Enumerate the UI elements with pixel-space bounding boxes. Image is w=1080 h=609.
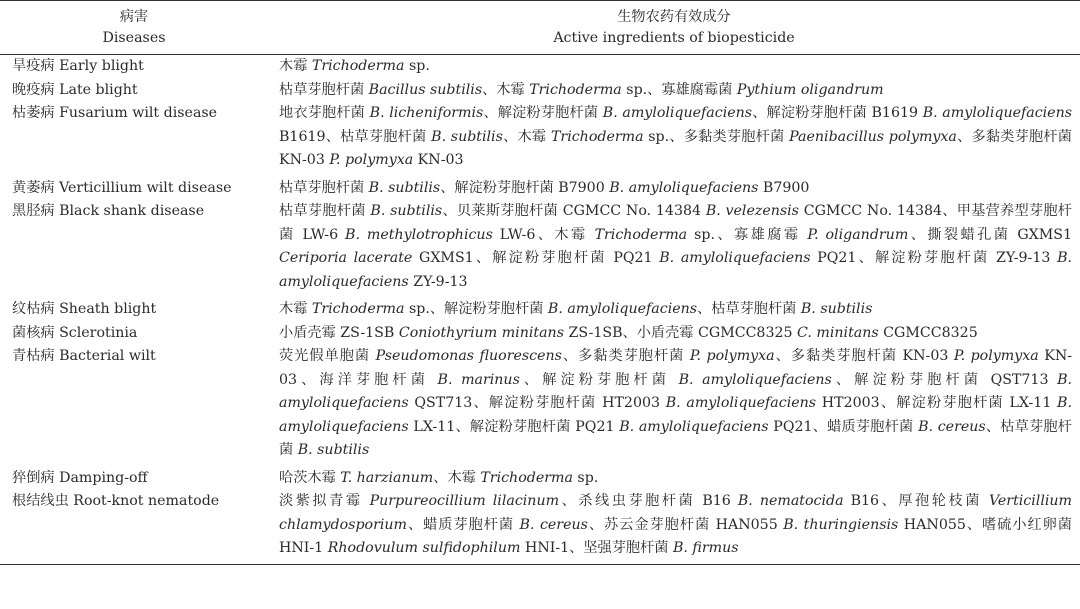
species-name: B. amyloliquefaciens bbox=[602, 105, 753, 121]
ingredient-text: LW-6、木霉 bbox=[492, 226, 595, 243]
species-name: P. polymyxa bbox=[329, 152, 414, 168]
species-name: P. polymyxa bbox=[689, 348, 775, 364]
species-name: B. cereus bbox=[918, 418, 986, 435]
ingredient-text: 荧光假单胞菌 bbox=[279, 348, 376, 364]
species-name: B. amyloliquefaciens bbox=[619, 418, 769, 435]
ingredient-text: HAN055、嗜硫小红卵菌 HNI-1 bbox=[279, 516, 1072, 556]
ingredient-text: KN-03 bbox=[413, 152, 464, 168]
ingredient-text: B1619、枯草芽胞杆菌 bbox=[279, 128, 432, 145]
ingredient-text: PQ21、蜡质芽胞杆菌 bbox=[768, 418, 919, 435]
disease-cell: 晚疫病 Late blight bbox=[12, 81, 138, 98]
species-name: B. cereus bbox=[519, 516, 588, 533]
ingredient-text: 枯草芽胞杆菌 bbox=[279, 81, 369, 98]
header-diseases-en: Diseases bbox=[102, 30, 166, 46]
ingredient-text: 、解淀粉芽胞杆菌 bbox=[519, 371, 679, 388]
species-name: B. amyloliquefaciens bbox=[665, 395, 817, 411]
species-name: P. polymyxa bbox=[953, 348, 1039, 364]
ingredients-cell bbox=[268, 463, 1080, 491]
ingredient-text: sp.、解淀粉芽胞杆菌 bbox=[404, 301, 548, 317]
table-row bbox=[0, 200, 1080, 294]
header-ingredients-zh: 生物农药有效成分 bbox=[617, 9, 731, 25]
species-name: Verticillium chlamydosporium bbox=[279, 493, 1072, 533]
ingredients-cell bbox=[268, 55, 1080, 79]
table-row bbox=[0, 345, 1080, 463]
table-row bbox=[0, 490, 1080, 564]
disease-cell: 青枯病 Bacterial wilt bbox=[12, 348, 156, 364]
ingredient-text: CGMCC No. 14384、甲基营养型芽胞杆菌 LW-6 bbox=[279, 203, 1072, 243]
species-name: Trichoderma bbox=[550, 128, 644, 145]
ingredient-text: sp.、多黏类芽胞杆菌 bbox=[643, 128, 790, 145]
ingredient-text: HT2003、解淀粉芽胞杆菌 LX-11 bbox=[816, 395, 1058, 411]
species-name: Trichoderma bbox=[480, 469, 573, 486]
ingredient-text: sp.、寡雄腐霉菌 bbox=[621, 81, 737, 98]
ingredient-text: B7900 bbox=[758, 179, 810, 196]
ingredient-text: GXMS1、解淀粉芽胞杆菌 PQ21 bbox=[412, 250, 660, 266]
ingredient-text: 木霉 bbox=[279, 301, 312, 317]
species-name: B. nematocida bbox=[737, 493, 844, 509]
species-name: Pythium oligandrum bbox=[736, 81, 884, 98]
ingredient-text: 、多黏类芽胞杆菌 KN-03 bbox=[279, 128, 1072, 168]
ingredient-text: ZY-9-13 bbox=[408, 273, 468, 290]
table-header bbox=[0, 1, 1080, 55]
ingredient-text: 哈茨木霉 bbox=[279, 469, 341, 486]
disease-cell: 黄萎病 Verticillium wilt disease bbox=[12, 179, 232, 196]
species-name: B. subtilis bbox=[800, 301, 873, 317]
ingredient-text: 地衣芽胞杆菌 bbox=[279, 105, 370, 121]
species-name: P. oligandrum bbox=[807, 226, 909, 243]
ingredient-text: 、木霉 bbox=[433, 469, 481, 486]
species-name: B. amyloliquefaciens bbox=[922, 105, 1072, 121]
ingredient-text: 、苏云金芽胞杆菌 HAN055 bbox=[587, 516, 784, 533]
ingredient-text: LX-11、解淀粉芽胞杆菌 PQ21 bbox=[408, 418, 620, 435]
header-diseases bbox=[0, 1, 268, 55]
species-name: B. thuringiensis bbox=[783, 516, 899, 533]
ingredient-text: sp.、寡雄腐霉 bbox=[687, 226, 808, 243]
ingredient-text: 、木霉 bbox=[482, 81, 530, 98]
ingredient-text: 木霉 bbox=[279, 58, 312, 74]
species-name: B. amyloliquefaciens bbox=[279, 250, 1073, 290]
ingredient-text: 、多黏类芽胞杆菌 bbox=[561, 348, 690, 364]
table-body bbox=[0, 55, 1080, 565]
ingredient-text: 枯草芽胞杆菌 bbox=[279, 203, 371, 219]
table-row bbox=[0, 173, 1080, 201]
ingredient-text: 、贝莱斯芽胞杆菌 CGMCC No. 14384 bbox=[442, 203, 706, 219]
table-row bbox=[0, 294, 1080, 322]
ingredient-text: 、杀线虫芽胞杆菌 B16 bbox=[559, 493, 738, 509]
species-name: B. amyloliquefaciens bbox=[609, 179, 759, 196]
species-name: Trichoderma bbox=[594, 226, 688, 243]
species-name: Purpureocillium lilacinum bbox=[369, 493, 560, 509]
ingredients-cell bbox=[268, 200, 1080, 294]
ingredient-text: 、蜡质芽胞杆菌 bbox=[407, 516, 520, 533]
table-row bbox=[0, 102, 1080, 173]
species-name: Ceriporia lacerate bbox=[279, 250, 413, 266]
disease-cell: 枯萎病 Fusarium wilt disease bbox=[12, 105, 218, 121]
ingredient-text: 、解淀粉芽胞杆菌 bbox=[483, 105, 603, 121]
ingredients-cell bbox=[268, 173, 1080, 201]
species-name: Paenibacillus polymyxa bbox=[789, 128, 957, 145]
species-name: Rhodovulum sulfidophilum bbox=[327, 540, 521, 556]
disease-cell: 根结线虫 Root-knot nematode bbox=[0, 490, 268, 564]
ingredients-cell bbox=[268, 294, 1080, 322]
ingredients-cell bbox=[268, 79, 1080, 103]
ingredients-cell bbox=[268, 345, 1080, 463]
ingredient-text: sp. bbox=[572, 469, 599, 486]
species-name: Coniothyrium minitans bbox=[398, 324, 564, 341]
species-name: B. amyloliquefaciens bbox=[279, 395, 1072, 435]
header-active-ingredients bbox=[268, 1, 1080, 55]
species-name: B. licheniformis bbox=[369, 105, 484, 121]
ingredient-text: 枯草芽胞杆菌 bbox=[279, 179, 369, 196]
disease-cell: 猝倒病 Damping-off bbox=[12, 469, 148, 486]
ingredient-text: B16、厚孢轮枝菌 bbox=[843, 493, 989, 509]
ingredient-text: 、枯草芽胞杆菌 bbox=[279, 418, 1072, 458]
ingredient-text: CGMCC8325 bbox=[878, 324, 978, 341]
species-name: B. marinus bbox=[437, 371, 520, 388]
ingredient-text: 、枯草芽胞杆菌 bbox=[697, 301, 801, 317]
table-row bbox=[0, 79, 1080, 103]
ingredient-text: 、解淀粉芽胞杆菌 B1619 bbox=[752, 105, 923, 121]
species-name: B. methylotrophicus bbox=[345, 226, 493, 243]
disease-cell: 纹枯病 Sheath blight bbox=[12, 301, 157, 317]
species-name: B. subtilis bbox=[370, 203, 443, 219]
ingredient-text: QST713、解淀粉芽胞杆菌 HT2003 bbox=[408, 395, 666, 411]
species-name: B. amyloliquefaciens bbox=[279, 371, 1073, 411]
ingredient-text: 淡紫拟青霉 bbox=[279, 493, 370, 509]
species-name: B. amyloliquefaciens bbox=[547, 301, 698, 317]
ingredient-text: ZS-1SB、小盾壳霉 CGMCC8325 bbox=[563, 324, 798, 341]
species-name: Trichoderma bbox=[311, 58, 405, 74]
table-row bbox=[0, 55, 1080, 79]
table-row bbox=[0, 322, 1080, 346]
ingredient-text: 、撕裂蜡孔菌 GXMS1 bbox=[908, 226, 1073, 243]
species-name: B. amyloliquefaciens bbox=[659, 250, 811, 266]
species-name: B. firmus bbox=[672, 540, 739, 556]
species-name: Bacillus subtilis bbox=[368, 81, 483, 98]
disease-cell: 旱疫病 Early blight bbox=[12, 58, 144, 74]
species-name: B. subtilis bbox=[297, 442, 370, 458]
ingredient-text: PQ21、解淀粉芽胞杆菌 ZY-9-13 bbox=[810, 250, 1058, 266]
ingredients-cell bbox=[268, 322, 1080, 346]
species-name: B. subtilis bbox=[431, 128, 503, 145]
ingredient-text: 、解淀粉芽胞杆菌 B7900 bbox=[440, 179, 610, 196]
species-name: Trichoderma bbox=[311, 301, 405, 317]
species-name: Pseudomonas fluorescens bbox=[375, 348, 562, 364]
ingredients-cell bbox=[268, 490, 1080, 564]
table-row bbox=[0, 463, 1080, 491]
header-ingredients-en: Active ingredients of biopesticide bbox=[553, 30, 795, 46]
species-name: B. subtilis bbox=[368, 179, 441, 196]
species-name: B. velezensis bbox=[705, 203, 799, 219]
ingredient-text: 小盾壳霉 ZS-1SB bbox=[279, 324, 399, 341]
ingredient-text: sp. bbox=[404, 58, 430, 74]
species-name: C. minitans bbox=[797, 324, 879, 341]
disease-cell: 菌核病 Sclerotinia bbox=[12, 324, 138, 341]
species-name: Trichoderma bbox=[529, 81, 622, 98]
disease-cell: 黑胫病 Black shank disease bbox=[12, 203, 205, 219]
header-diseases-zh: 病害 bbox=[119, 9, 149, 25]
ingredient-text: KN-03、海洋芽胞杆菌 bbox=[279, 348, 1073, 388]
ingredients-cell bbox=[268, 102, 1080, 173]
ingredient-text: 、木霉 bbox=[502, 128, 551, 145]
ingredient-text: HNI-1、坚强芽胞杆菌 bbox=[520, 540, 673, 556]
ingredient-text: 、多黏类芽胞杆菌 KN-03 bbox=[774, 348, 954, 364]
species-name: T. harzianum bbox=[340, 469, 434, 486]
species-name: B. amyloliquefaciens bbox=[678, 371, 832, 388]
ingredient-text: 、解淀粉芽胞杆菌 QST713 bbox=[831, 371, 1058, 388]
